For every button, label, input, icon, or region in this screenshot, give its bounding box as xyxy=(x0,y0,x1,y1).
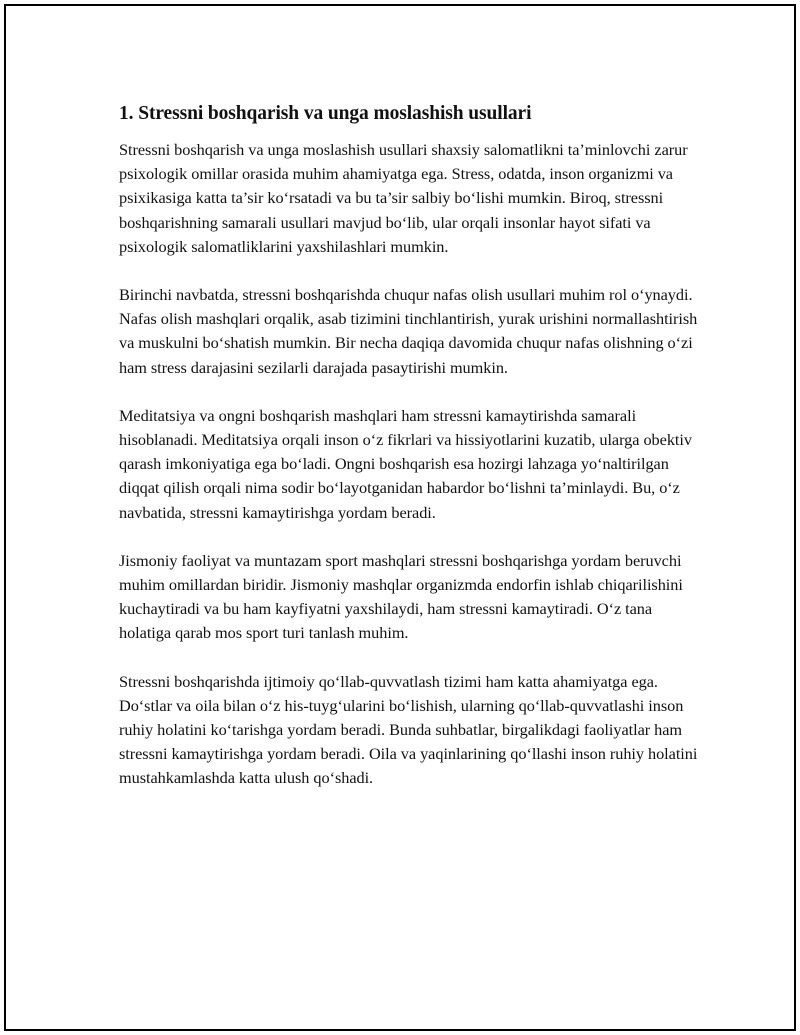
section-heading: 1. Stressni boshqarish va unga moslashish usullari xyxy=(119,103,532,124)
paragraph-meditation: Meditatsiya va ongni boshqarish mashqlari ham stressni kamaytirishda samarali hisoblanadi. Meditatsiya orqali inson o‘z fikrlari va hissiyotlarini kuzatib, ularga obektiv qarash imkoniyatiga ega bo‘ladi. Ongni boshqarish esa hozirgi lahzaga yo‘naltirilgan diqqat qilish orqali nima sodir bo‘layotganidan habardor bo‘lishni ta’minlaydi. Bu, o‘z navbatida, stressni kamaytirishga yordam beradi. xyxy=(119,405,692,522)
paragraph-breathing: Birinchi navbatda, stressni boshqarishda chuqur nafas olish usullari muhim rol o‘ynaydi. Nafas olish mashqlari orqalik, asab tizimini tinchlantirish, yurak urishini normallashtirish va muskulni bo‘shatish mumkin. Bir necha daqiqa davomida chuqur nafas olishning o‘zi ham stress darajasini sezilarli darajada pasaytirishi mumkin. xyxy=(119,285,698,377)
paragraph-physical-activity: Jismoniy faoliyat va muntazam sport mashqlari stressni boshqarishga yordam beruvchi muhim omillardan biridir. Jismoniy mashqlar organizmda endorfin ishlab chiqarilishini kuchaytiradi va bu ham kayfiyatni yaxshilaydi, ham stressni kamaytiradi. O‘z tana holatiga qarab mos sport turi tanlash muhim. xyxy=(119,550,683,643)
page-frame xyxy=(4,4,796,1031)
paragraph-social-support: Stressni boshqarishda ijtimoiy qo‘llab-quvvatlash tizimi ham katta ahamiyatga ega. Do‘stlar va oila bilan o‘z his-tuyg‘ularini bo‘lishish, ularning qo‘llab-quvvatlashi inson ruhiy holatini ko‘tarishga yordam beradi. Bunda suhbatlar, birgalikdagi faoliyatlar ham stressni kamaytirishga yordam beradi. Oila va yaqinlarining qo‘llashi inson ruhiy holatini mustahkamlashda katta ulush qo‘shadi. xyxy=(119,671,698,788)
paragraph-intro: Stressni boshqarish va unga moslashish usullari shaxsiy salomatlikni ta’minlovchi zarur psixologik omillar orasida muhim ahamiyatga ega. Stress, odatda, inson organizmi va psixikasiga katta ta’sir ko‘rsatadi va bu ta’sir salbiy bo‘lishi mumkin. Biroq, stressni boshqarishning samarali usullari mavjud bo‘lib, ular orqali insonlar hayot sifati va psixologik salomatliklarini yaxshilashlari mumkin. xyxy=(119,140,688,256)
document-body xyxy=(119,100,699,815)
